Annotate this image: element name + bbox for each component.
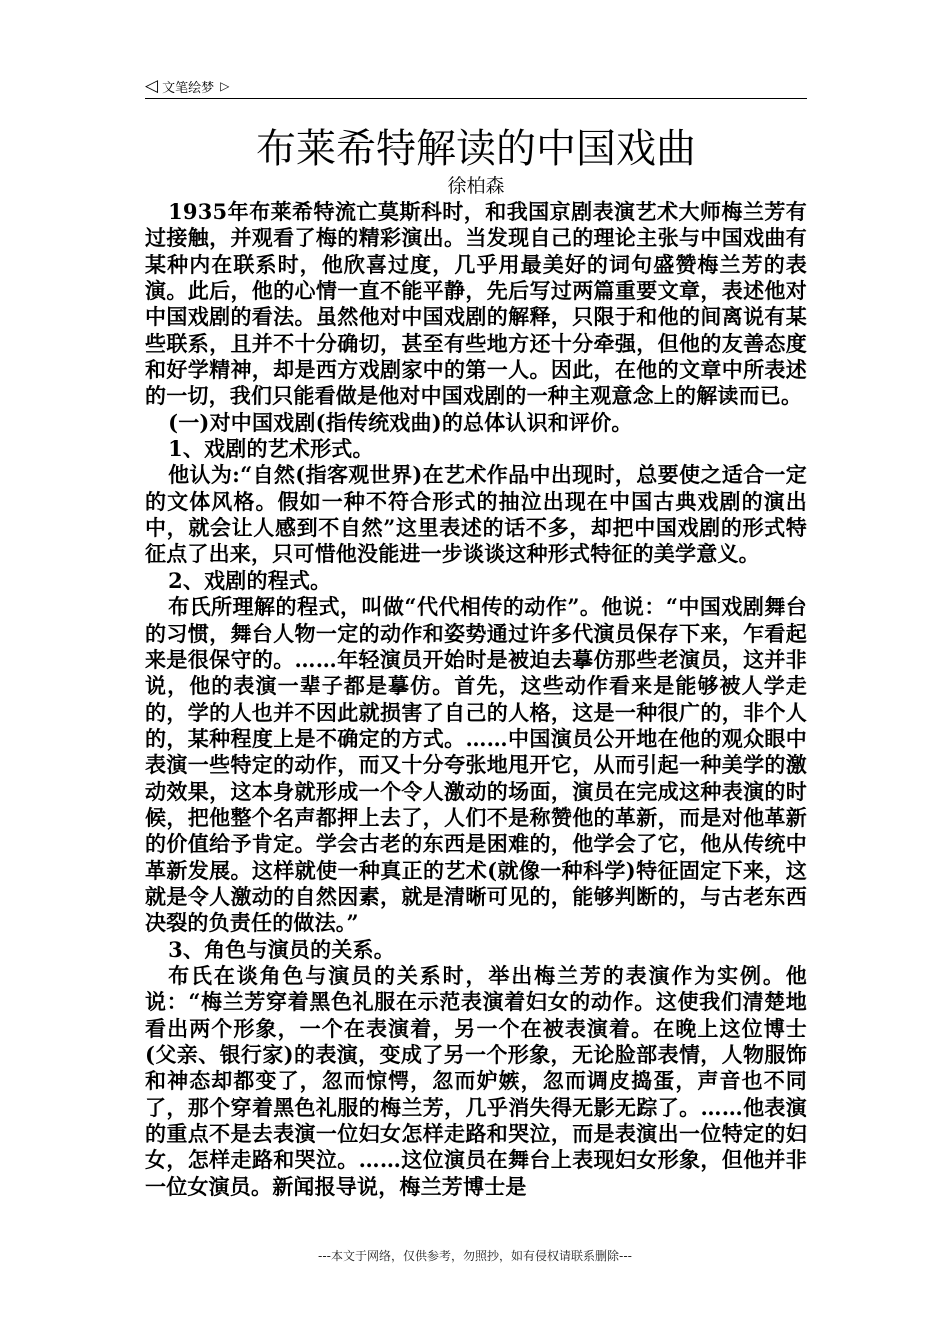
- paragraph-role-actor: 布氏在谈角色与演员的关系时，举出梅兰芳的表演作为实例。他说：“梅兰芳穿着黑色礼服在示范表演着妇女的动作。这使我们清楚地看出两个形象，一个在表演着，另一个在被表演着。在晚上这位博士(父亲、银行家)的表演，变成了另一个形象，无论脸部表情，人物服饰和神态却都变了，忽而惊愕，忽而妒嫉，忽而调皮捣蛋，声音也不同了，那个穿着黑色礼服的梅兰芳，几乎消失得无影无踪了。……他表演的重点不是去表演一位妇女怎样走路和哭泣，而是表演出一位特定的妇女，怎样走路和哭泣。……这位演员在舞台上表现妇女形象，但他并非一位女演员。新闻报导说，梅兰芳博士是: [145, 962, 807, 1199]
- footer-notice: ---本文于网络，仅供参考，勿照抄，如有侵权请联系删除---: [318, 1249, 632, 1263]
- section-heading-1: (一)对中国戏剧(指传统戏曲)的总体认识和评价。: [168, 409, 633, 435]
- subheading-role-actor: 3、角色与演员的关系。: [168, 936, 395, 962]
- right-triangle-icon: ▷: [220, 79, 230, 93]
- subheading-conventions: 2、戏剧的程式。: [168, 567, 332, 593]
- paragraph-intro: 1935年布莱希特流亡莫斯科时，和我国京剧表演艺术大师梅兰芳有过接触，并观看了梅的精彩演出。当发现自己的理论主张与中国戏曲有某种内在联系时，他欣喜过度，几乎用最美好的词句盛赞梅兰芳的表演。此后，他的心情一直不能平静，先后写过两篇重要文章，表述他对中国戏剧的看法。虽然他对中国戏剧的解释，只限于和他的间离说有某些联系，且并不十分确切，甚至有些地方还十分牵强，但他的友善态度和好学精神，却是西方戏剧家中的第一人。因此，在他的文章中所表述的一切，我们只能看做是他对中国戏剧的一种主观意念上的解读而已。: [145, 199, 807, 409]
- subheading-art-form: 1、戏剧的艺术形式。: [168, 436, 374, 462]
- document-body: [145, 199, 807, 1200]
- paragraph-art-form: 他认为:“自然(指客观世界)在艺术作品中出现时，总要使之适合一定的文体风格。假如一种不符合形式的抽泣出现在中国古典戏剧的演出中，就会让人感到不自然”这里表述的话不多，却把中国戏剧的形式特征点了出来，只可惜他没能进一步谈谈这种形式特征的美学意义。: [145, 462, 807, 567]
- header-rule: [145, 98, 807, 99]
- page-header: [145, 74, 807, 98]
- document-title: 布莱希特解读的中国戏曲: [256, 126, 696, 172]
- left-triangle-icon: ◁: [145, 75, 159, 96]
- document-author: 徐柏森: [447, 175, 505, 197]
- header-brand: 文笔绘梦: [162, 80, 215, 96]
- paragraph-conventions: 布氏所理解的程式，叫做“代代相传的动作”。他说：“中国戏剧舞台的习惯，舞台人物一定的动作和姿势通过许多代演员保存下来，乍看起来是很保守的。……年轻演员开始时是被迫去摹仿那些老演员，这并非说，他的表演一辈子都是摹仿。首先，这些动作看来是能够被人学走的，学的人也并不因此就损害了自己的人格，这是一种很广的，非个人的，某种程度上是不确定的方式。……中国演员公开地在他的观众眼中表演一些特定的动作，而又十分夸张地甩开它，从而引起一种美学的激动效果，这本身就形成一个令人激动的场面，演员在完成这种表演的时候，把他整个名声都押上去了，人们不是称赞他的革新，而是对他革新的价值给予肯定。学会古老的东西是困难的，他学会了它，他从传统中革新发展。这样就使一种真正的艺术(就像一种科学)特征固定下来，这就是令人激动的自然因素，就是清晰可见的，能够判断的，与古老东西决裂的负责任的做法。”: [145, 594, 807, 936]
